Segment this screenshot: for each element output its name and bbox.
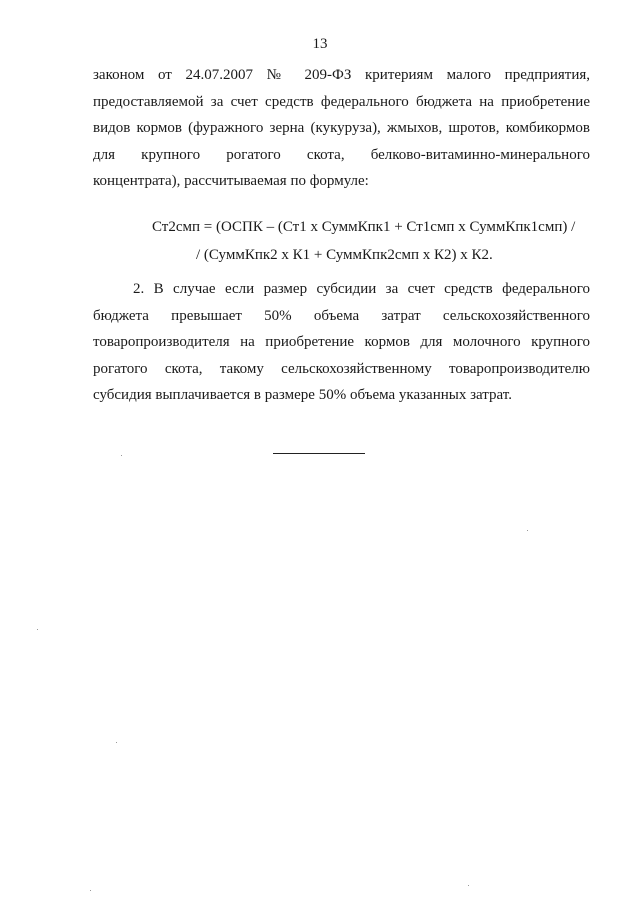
paragraph-line: рогатого скота, такому сельскохозяйственному товаропроизводителю	[93, 360, 590, 377]
paragraph-line: товаропроизводителя на приобретение кормов для молочного крупного	[93, 334, 590, 350]
paragraph-criteria-formula-intro	[93, 62, 590, 195]
paragraph-line: законом от 24.07.2007 № 209-ФЗ критериям малого предприятия,	[93, 67, 590, 83]
paragraph-line: для крупного рогатого скота, белково-витаминно-минерального	[93, 146, 590, 163]
paragraph-line: бюджета превышает 50% объема затрат сельскохозяйственного	[93, 307, 590, 324]
scan-speck	[116, 742, 117, 743]
scan-speck	[527, 530, 528, 531]
scan-speck	[468, 885, 469, 886]
scan-speck	[37, 629, 38, 630]
scan-speck	[121, 455, 122, 456]
formula-line-1: Ст2смп = (ОСПК – (Ст1 х СуммКпк1 + Ст1смп х СуммКпк1смп) /	[152, 219, 576, 235]
formula-line-2: / (СуммКпк2 х К1 + СуммКпк2смп х К2) х К2.	[196, 247, 493, 263]
paragraph-line: видов кормов (фуражного зерна (кукуруза), жмыхов, шротов, комбикормов	[93, 120, 590, 136]
paragraph-line: концентрата), рассчитываемая по формуле:	[93, 173, 369, 189]
scan-speck	[90, 890, 91, 891]
paragraph-subsidy-limit	[93, 276, 590, 409]
page-number: 13	[312, 36, 328, 52]
end-of-text-rule	[273, 453, 365, 454]
paragraph-line: субсидия выплачивается в размере 50% объема указанных затрат.	[93, 387, 512, 403]
paragraph-line: предоставляемой за счет средств федерального бюджета на приобретение	[93, 93, 590, 110]
paragraph-line: 2. В случае если размер субсидии за счет средств федерального	[133, 281, 590, 297]
